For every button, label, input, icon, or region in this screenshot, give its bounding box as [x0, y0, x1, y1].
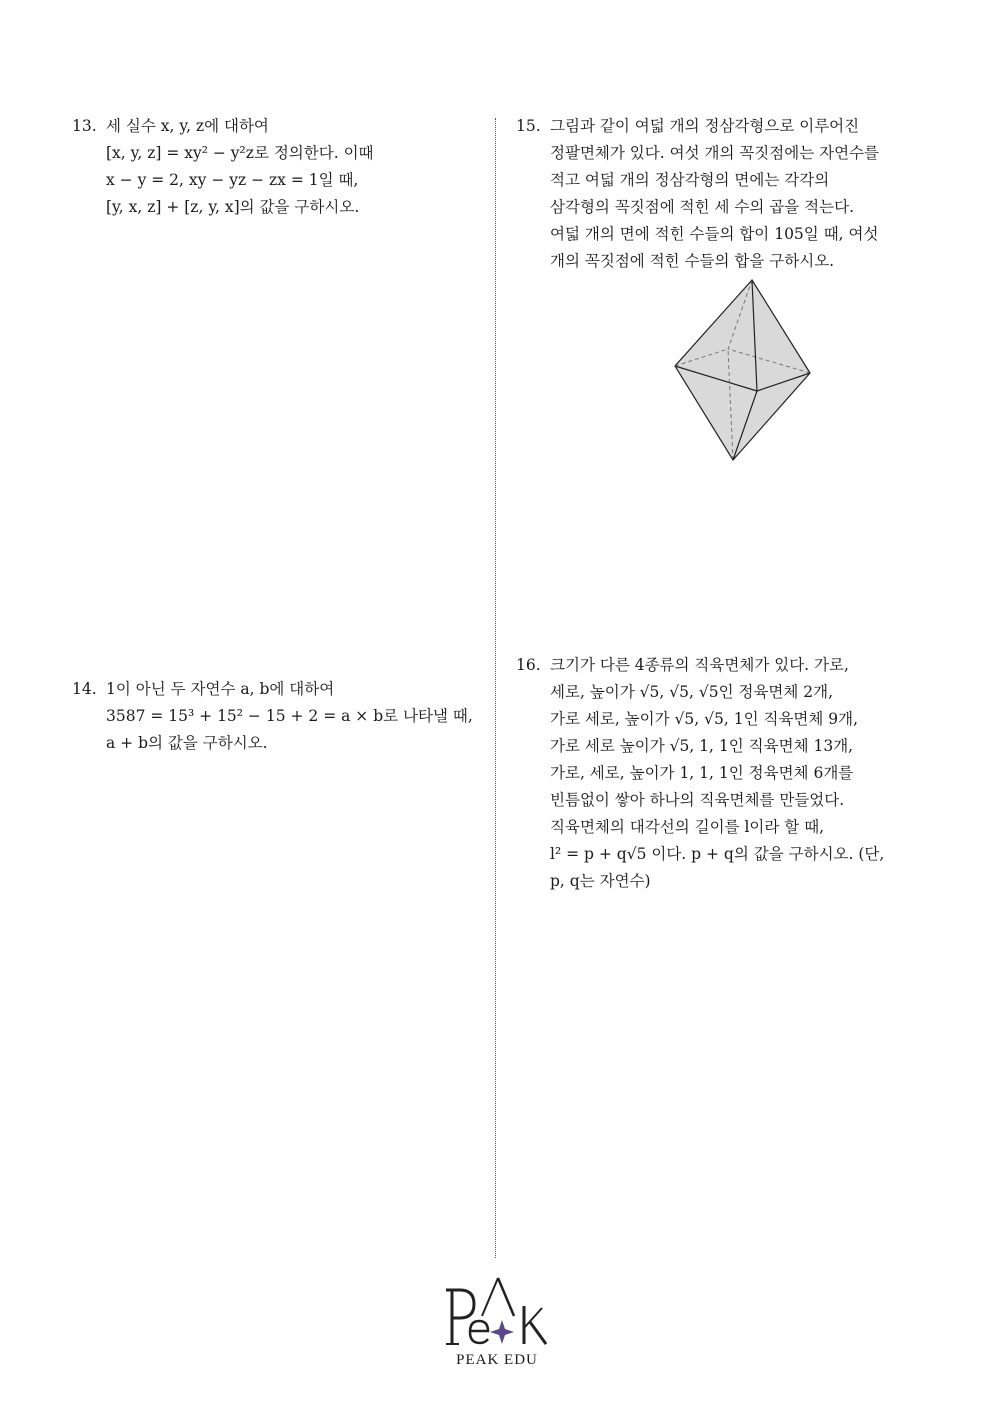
- problem-text-line: l² = p + q√5 이다. p + q의 값을 구하시오. (단,: [550, 845, 885, 863]
- problem-text-line: x − y = 2, xy − yz − zx = 1일 때,: [106, 171, 359, 189]
- problem-13: [72, 113, 374, 221]
- problem-14: [72, 676, 473, 757]
- problem-number: 16.: [516, 656, 541, 674]
- star-icon: [490, 1320, 514, 1344]
- problem-text-line: 1이 아닌 두 자연수 a, b에 대하여: [106, 680, 335, 698]
- problem-text-line: 가로 세로 높이가 √5, 1, 1인 직육면체 13개,: [550, 737, 854, 755]
- column-divider: [495, 118, 496, 1258]
- problem-text-line: 세로, 높이가 √5, √5, √5인 정육면체 2개,: [550, 683, 834, 701]
- problem-text-line: 크기가 다른 4종류의 직육면체가 있다. 가로,: [550, 656, 849, 674]
- problem-text-line: 삼각형의 꼭짓점에 적힌 세 수의 곱을 적는다.: [550, 198, 855, 216]
- problem-number: 13.: [72, 117, 97, 135]
- problem-text-line: 직육면체의 대각선의 길이를 l이라 할 때,: [550, 818, 825, 836]
- problem-text-line: 개의 꼭짓점에 적힌 수들의 합을 구하시오.: [550, 252, 835, 270]
- problem-text-line: 그림과 같이 여덟 개의 정삼각형으로 이루어진: [550, 117, 860, 135]
- problem-number: 15.: [516, 117, 541, 135]
- problem-15: [516, 113, 879, 275]
- problem-text-line: 정팔면체가 있다. 여섯 개의 꼭짓점에는 자연수를: [550, 144, 880, 162]
- problem-text-line: [y, x, z] + [z, y, x]의 값을 구하시오.: [106, 198, 360, 216]
- problem-text-line: 가로, 세로, 높이가 1, 1, 1인 정육면체 6개를: [550, 764, 854, 782]
- problem-16: [516, 652, 884, 895]
- problem-text-line: 가로 세로, 높이가 √5, √5, 1인 직육면체 9개,: [550, 710, 859, 728]
- problem-text-line: [x, y, z] = xy² − y²z로 정의한다. 이때: [106, 144, 374, 162]
- peak-logo-mark: [432, 1276, 562, 1350]
- problem-text-line: 빈틈없이 쌓아 하나의 직육면체를 만들었다.: [550, 791, 845, 809]
- problem-text-line: 세 실수 x, y, z에 대하여: [106, 117, 269, 135]
- octahedron-figure: [668, 276, 818, 466]
- problem-text-line: a + b의 값을 구하시오.: [106, 734, 268, 752]
- problem-number: 14.: [72, 680, 97, 698]
- logo-text: PEAK EDU: [456, 1352, 538, 1368]
- problem-text-line: 적고 여덟 개의 정삼각형의 면에는 각각의: [550, 171, 830, 189]
- problem-text-line: p, q는 자연수): [550, 872, 651, 890]
- problem-text-line: 3587 = 15³ + 15² − 15 + 2 = a × b로 나타낼 때,: [106, 707, 473, 725]
- peak-edu-logo: [432, 1276, 562, 1368]
- problem-text-line: 여덟 개의 면에 적힌 수들의 합이 105일 때, 여섯: [550, 225, 879, 243]
